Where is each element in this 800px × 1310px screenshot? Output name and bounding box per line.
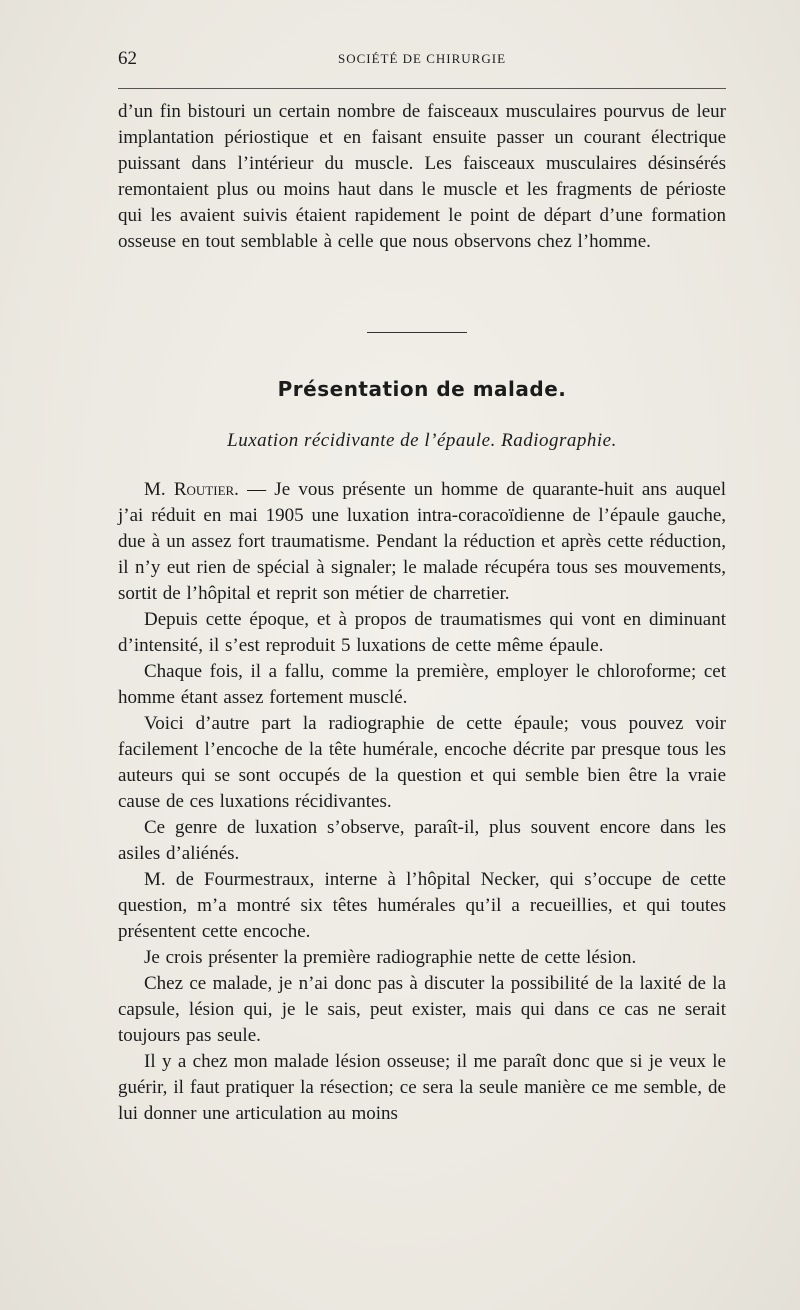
paragraph-3: Chaque fois, il a fallu, comme la première, employer le chloroforme; cet homme étant assez fortement musclé. [118, 661, 726, 708]
paragraph-1-text: — Je vous présente un homme de quarante-huit ans auquel j’ai réduit en mai 1905 une luxation intra-coracoïdienne de l’épaule gauche, due à un assez fort traumatisme. Pendant la réduction et après cette réduction, il n’y eut rien de spécial à signaler; le malade récupéra tous ses mouvements, sortit de l’hôpital et reprit son métier de charretier. [118, 479, 726, 604]
paragraph-5: Ce genre de luxation s’observe, paraît-il, plus souvent encore dans les asiles d’aliénés. [118, 817, 726, 864]
paragraph-6: M. de Fourmestraux, interne à l’hôpital Necker, qui s’occupe de cette question, m’a montré six têtes humérales qu’il a recueillies, et qui toutes présentent cette encoche. [118, 869, 726, 942]
paragraph-9: Il y a chez mon malade lésion osseuse; il me paraît donc que si je veux le guérir, il faut pratiquer la résection; ce sera la seule manière ce me semble, de lui donner une articulation au moins [118, 1051, 726, 1124]
intro-paragraph: d’un fin bistouri un certain nombre de faisceaux musculaires pourvus de leur implantation périostique et en faisant ensuite passer un courant électrique puissant dans l’intérieur du muscle. Les faisceaux musculaires désinsérés remontaient plus ou moins haut dans le muscle et les fragments de périoste qui les avaient suivis étaient rapidement le point de départ d’une formation osseuse en tout semblable à celle que nous observons chez l’homme. [118, 101, 726, 252]
header-rule [118, 88, 726, 89]
speaker-name: Routier. [173, 479, 239, 500]
section-separator-rule [367, 332, 467, 333]
page-header [118, 48, 726, 70]
main-text-block [118, 477, 726, 1127]
running-head: SOCIÉTÉ DE CHIRURGIE [337, 51, 507, 66]
paragraph-8: Chez ce malade, je n’ai donc pas à discuter la possibilité de la laxité de la capsule, lésion qui, je le sais, peut exister, mais qui dans ce cas ne serait toujours pas seule. [118, 973, 726, 1046]
speaker-prefix: M. [144, 479, 166, 500]
paragraph-7: Je crois présenter la première radiographie nette de cette lésion. [144, 947, 637, 968]
paragraph-4: Voici d’autre part la radiographie de cette épaule; vous pouvez voir facilement l’encoche de la tête humérale, encoche décrite par presque tous les auteurs qui se sont occupés de la question et qui semble bien être la vraie cause de ces luxations récidivantes. [118, 713, 726, 812]
paragraph-2: Depuis cette époque, et à propos de traumatismes qui vont en diminuant d’intensité, il s’est reproduit 5 luxations de cette même épaule. [118, 609, 726, 656]
page-number: 62 [118, 48, 137, 69]
section-title: Présentation de malade. [277, 377, 567, 401]
section-subtitle: Luxation récidivante de l’épaule. Radiographie. [227, 430, 617, 451]
paragraph-1 [118, 477, 726, 607]
intro-text-block [118, 99, 726, 255]
